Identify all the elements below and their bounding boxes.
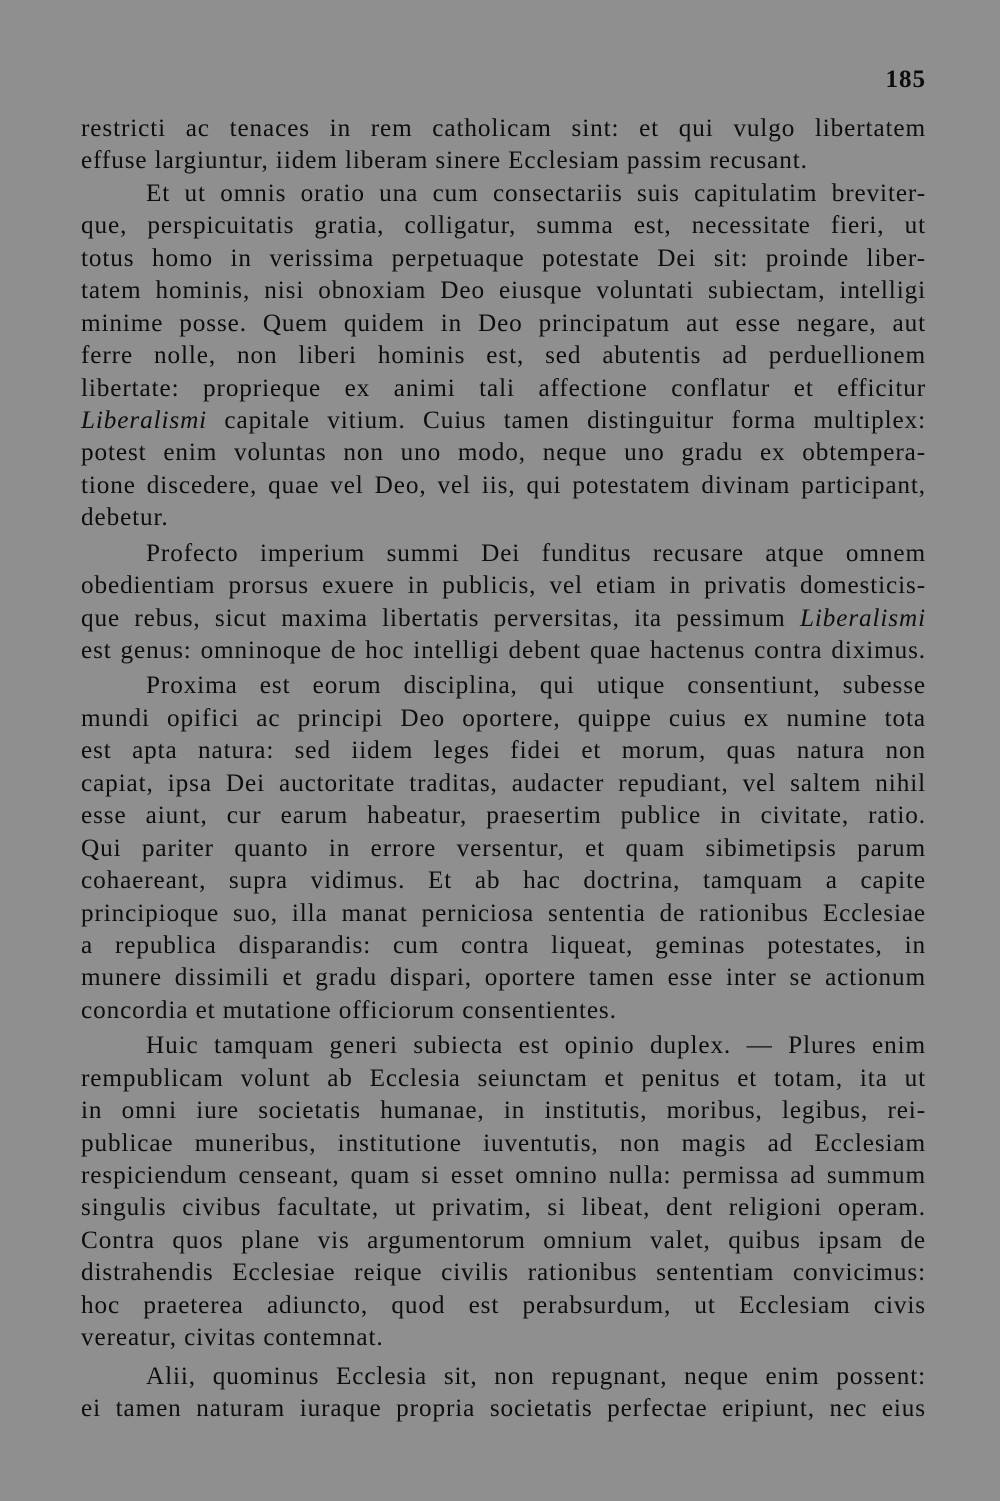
italic-term: Liberalismi bbox=[81, 406, 208, 434]
text-line: distrahendis Ecclesiae reique civilis rationibus sententiam convicimus: bbox=[81, 1259, 926, 1287]
text-line-liberalismi bbox=[81, 603, 926, 635]
text-line: Alii, quominus Ecclesia sit, non repugnant, neque enim possent: bbox=[146, 1362, 926, 1390]
text-line: in omni iure societatis humanae, in institutis, moribus, legibus, rei- bbox=[81, 1097, 926, 1125]
text-line: ei tamen naturam iuraque propria societatis perfectae eripiunt, nec eius bbox=[81, 1395, 926, 1423]
text-line: est apta natura: sed iidem leges fidei et morum, quas natura non bbox=[81, 737, 926, 765]
text-line: vereatur, civitas contemnat. bbox=[81, 1324, 384, 1352]
text-line: minime posse. Quem quidem in Deo principatum aut esse negare, aut bbox=[81, 309, 926, 337]
text-line: hoc praeterea adiuncto, quod est perabsurdum, ut Ecclesiam civis bbox=[81, 1291, 926, 1319]
text-line: capiat, ipsa Dei auctoritate traditas, audacter repudiant, vel saltem nihil bbox=[81, 769, 926, 797]
body-text bbox=[81, 113, 926, 1426]
text-line: respiciendum censeant, quam si esset omnino nulla: permissa ad summum bbox=[81, 1162, 926, 1189]
text-line: munere dissimili et gradu dispari, oportere tamen esse inter se actionum bbox=[81, 964, 926, 992]
text-line-liberalismi bbox=[81, 405, 926, 437]
text-line: potest enim voluntas non uno modo, neque uno gradu ex obtempera- bbox=[81, 439, 926, 467]
text-line: effuse largiuntur, iidem liberam sinere Ecclesiam passim recusant. bbox=[81, 147, 808, 175]
text-line: Proxima est eorum disciplina, qui utique consentiunt, subesse bbox=[146, 672, 926, 700]
page-number: 185 bbox=[885, 66, 926, 93]
text-line: Profecto imperium summi Dei funditus recusare atque omnem bbox=[146, 539, 926, 567]
text-line: tione discedere, quae vel Deo, vel iis, qui potestatem divinam participant, bbox=[81, 471, 926, 499]
text-line: cohaereant, supra vidimus. Et ab hac doctrina, tamquam a capite bbox=[81, 867, 926, 895]
text-line: esse aiunt, cur earum habeatur, praesertim publice in civitate, ratio. bbox=[81, 802, 926, 830]
text-line: que, perspicuitatis gratia, colligatur, summa est, necessitate fieri, ut bbox=[81, 212, 926, 240]
text-line: obedientiam prorsus exuere in publicis, vel etiam in privatis domesticis- bbox=[81, 572, 926, 600]
text-line: debetur. bbox=[81, 504, 169, 532]
text-line: libertate: proprieque ex animi tali affectione conflatur et efficitur bbox=[81, 374, 926, 402]
text-line: singulis civibus facultate, ut privatim, si libeat, dent religioni operam. bbox=[81, 1194, 926, 1222]
text-line: Huic tamquam generi subiecta est opinio duplex. — Plures enim bbox=[146, 1032, 926, 1060]
text-line: Contra quos plane vis argumentorum omnium valet, quibus ipsam de bbox=[81, 1226, 926, 1254]
text-line: principioque suo, illa manat perniciosa sententia de rationibus Ecclesiae bbox=[81, 899, 926, 927]
text-line: Qui pariter quanto in errore versentur, et quam sibimetipsis parum bbox=[81, 834, 926, 862]
text-line: publicae muneribus, institutione iuventutis, non magis ad Ecclesiam bbox=[81, 1129, 926, 1157]
text-line: a republica disparandis: cum contra liqueat, geminas potestates, in bbox=[81, 931, 926, 959]
text-line: Et ut omnis oratio una cum consectariis suis capitulatim breviter- bbox=[146, 179, 926, 207]
text-fragment: capitale vitium. Cuius tamen distinguitur forma multiplex: bbox=[207, 406, 926, 434]
italic-term: Liberalismi bbox=[799, 604, 926, 632]
text-line: est genus: omninoque de hoc intelligi debent quae hactenus contra diximus. bbox=[81, 637, 926, 664]
text-line: rempublicam volunt ab Ecclesia seiunctam et penitus et totam, ita ut bbox=[81, 1064, 926, 1092]
text-line: ferre nolle, non liberi hominis est, sed abutentis ad perduellionem bbox=[81, 342, 926, 370]
text-line: mundi opifici ac principi Deo oportere, quippe cuius ex numine tota bbox=[81, 704, 926, 732]
text-line: tatem hominis, nisi obnoxiam Deo eiusque voluntati subiectam, intelligi bbox=[81, 277, 926, 305]
text-line: totus homo in verissima perpetuaque potestate Dei sit: proinde liber- bbox=[81, 244, 926, 272]
text-line: restricti ac tenaces in rem catholicam sint: et qui vulgo libertatem bbox=[81, 115, 926, 142]
text-fragment: que rebus, sicut maxima libertatis perversitas, ita pessimum bbox=[81, 604, 800, 632]
text-line: concordia et mutatione officiorum consentientes. bbox=[81, 996, 617, 1024]
